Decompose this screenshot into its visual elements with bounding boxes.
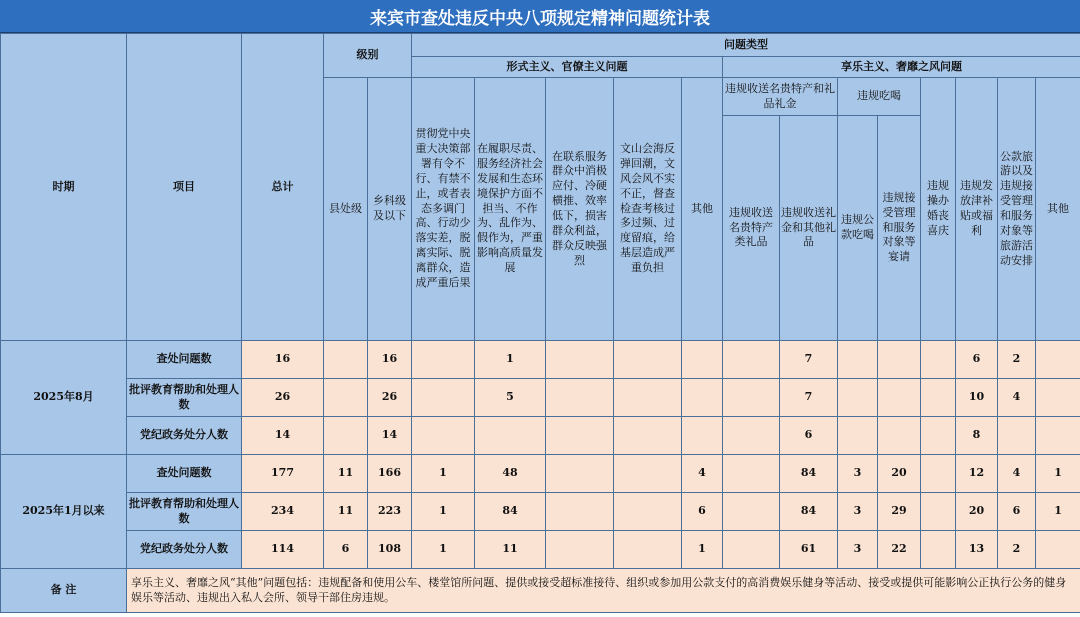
header-f4: 文山会海反弹回潮，文风会风不实不正，督查检查考核过多过频、过度留痕，给基层造成严重负担 xyxy=(614,78,682,341)
item-cell: 党纪政务处分人数 xyxy=(127,417,242,455)
header-period: 时期 xyxy=(1,34,127,341)
value-cell: 84 xyxy=(780,455,838,493)
value-cell xyxy=(682,417,723,455)
value-cell xyxy=(546,531,614,569)
header-township: 乡科级及以下 xyxy=(368,78,412,341)
value-cell: 1 xyxy=(1036,455,1080,493)
value-cell: 6 xyxy=(780,417,838,455)
value-cell xyxy=(723,493,780,531)
value-cell xyxy=(1036,417,1080,455)
value-cell: 16 xyxy=(242,341,324,379)
value-cell: 114 xyxy=(242,531,324,569)
item-cell: 党纪政务处分人数 xyxy=(127,531,242,569)
value-cell xyxy=(546,341,614,379)
value-cell: 3 xyxy=(838,455,878,493)
value-cell: 177 xyxy=(242,455,324,493)
value-cell: 22 xyxy=(878,531,921,569)
value-cell xyxy=(324,341,368,379)
value-cell: 61 xyxy=(780,531,838,569)
value-cell xyxy=(921,493,956,531)
value-cell: 6 xyxy=(324,531,368,569)
value-cell xyxy=(614,341,682,379)
value-cell xyxy=(723,341,780,379)
value-cell xyxy=(412,341,475,379)
header-item: 项目 xyxy=(127,34,242,341)
value-cell: 26 xyxy=(368,379,412,417)
value-cell: 13 xyxy=(956,531,998,569)
value-cell xyxy=(1036,341,1080,379)
value-cell: 2 xyxy=(998,531,1036,569)
value-cell: 4 xyxy=(998,379,1036,417)
value-cell: 166 xyxy=(368,455,412,493)
value-cell: 12 xyxy=(956,455,998,493)
header-level: 级别 xyxy=(324,34,412,78)
value-cell: 10 xyxy=(956,379,998,417)
period-cell: 2025年1月以来 xyxy=(1,455,127,569)
period-cell: 2025年8月 xyxy=(1,341,127,455)
value-cell xyxy=(546,417,614,455)
header-h3: 违规公款吃喝 xyxy=(838,116,878,341)
header-h8: 其他 xyxy=(1036,78,1080,341)
value-cell xyxy=(614,531,682,569)
value-cell: 6 xyxy=(682,493,723,531)
value-cell xyxy=(1036,379,1080,417)
value-cell xyxy=(546,493,614,531)
value-cell: 20 xyxy=(956,493,998,531)
remark-text: 享乐主义、奢靡之风“其他”问题包括：违规配备和使用公车、楼堂馆所问题、提供或接受超标准接待、组织或参加用公款支付的高消费娱乐健身等活动、接受或提供可能影响公正执行公务的健身娱乐等活动、违规出入私人会所、领导干部住房违规。 xyxy=(127,569,1080,613)
item-cell: 查处问题数 xyxy=(127,341,242,379)
value-cell: 234 xyxy=(242,493,324,531)
value-cell xyxy=(921,417,956,455)
value-cell: 108 xyxy=(368,531,412,569)
header-hedonism: 享乐主义、奢靡之风问题 xyxy=(723,57,1080,78)
header-f3: 在联系服务群众中消极应付、冷硬横推、效率低下，损害群众利益，群众反映强烈 xyxy=(546,78,614,341)
value-cell xyxy=(723,455,780,493)
value-cell: 14 xyxy=(242,417,324,455)
value-cell xyxy=(682,379,723,417)
value-cell: 11 xyxy=(475,531,546,569)
value-cell xyxy=(878,379,921,417)
header-total: 总计 xyxy=(242,34,324,341)
header-f2: 在履职尽责、服务经济社会发展和生态环境保护方面不担当、不作为、乱作为、假作为，严重影响高质量发展 xyxy=(475,78,546,341)
value-cell: 11 xyxy=(324,455,368,493)
value-cell: 7 xyxy=(780,379,838,417)
table-row xyxy=(1,455,1080,493)
value-cell: 4 xyxy=(682,455,723,493)
header-f1: 贯彻党中央重大决策部署有令不行、有禁不止，或者表态多调门高、行动少落实差，脱离实际、脱离群众，造成严重后果 xyxy=(412,78,475,341)
value-cell xyxy=(878,417,921,455)
header-gift: 违规收送名贵特产和礼品礼金 xyxy=(723,78,838,116)
remark-row xyxy=(1,569,1080,613)
header-h5: 违规操办婚丧喜庆 xyxy=(921,78,956,341)
value-cell: 3 xyxy=(838,493,878,531)
statistics-table xyxy=(0,33,1080,613)
value-cell: 223 xyxy=(368,493,412,531)
value-cell: 6 xyxy=(956,341,998,379)
header-h4: 违规接受管理和服务对象等宴请 xyxy=(878,116,921,341)
header-eat: 违规吃喝 xyxy=(838,78,921,116)
value-cell: 16 xyxy=(368,341,412,379)
value-cell xyxy=(614,455,682,493)
header-problem-type: 问题类型 xyxy=(412,34,1080,57)
header-formalism: 形式主义、官僚主义问题 xyxy=(412,57,723,78)
value-cell: 1 xyxy=(412,455,475,493)
value-cell xyxy=(475,417,546,455)
value-cell xyxy=(878,341,921,379)
table-row xyxy=(1,341,1080,379)
value-cell: 11 xyxy=(324,493,368,531)
value-cell: 84 xyxy=(475,493,546,531)
value-cell: 8 xyxy=(956,417,998,455)
value-cell: 3 xyxy=(838,531,878,569)
value-cell xyxy=(546,379,614,417)
header-h7: 公款旅游以及违规接受管理和服务对象等旅游活动安排 xyxy=(998,78,1036,341)
value-cell: 20 xyxy=(878,455,921,493)
value-cell xyxy=(546,455,614,493)
header-f5: 其他 xyxy=(682,78,723,341)
header-h6: 违规发放津补贴或福利 xyxy=(956,78,998,341)
value-cell xyxy=(412,417,475,455)
value-cell xyxy=(412,379,475,417)
value-cell xyxy=(324,379,368,417)
value-cell: 1 xyxy=(1036,493,1080,531)
value-cell: 6 xyxy=(998,493,1036,531)
value-cell xyxy=(921,341,956,379)
value-cell: 7 xyxy=(780,341,838,379)
value-cell xyxy=(614,417,682,455)
value-cell xyxy=(614,379,682,417)
value-cell xyxy=(723,531,780,569)
value-cell xyxy=(921,455,956,493)
table-row xyxy=(1,379,1080,417)
value-cell xyxy=(682,341,723,379)
table-row xyxy=(1,531,1080,569)
value-cell xyxy=(998,417,1036,455)
item-cell: 批评教育帮助和处理人数 xyxy=(127,379,242,417)
value-cell: 5 xyxy=(475,379,546,417)
value-cell xyxy=(324,417,368,455)
value-cell: 1 xyxy=(682,531,723,569)
value-cell: 2 xyxy=(998,341,1036,379)
value-cell xyxy=(723,379,780,417)
header-h2: 违规收送礼金和其他礼品 xyxy=(780,116,838,341)
value-cell xyxy=(614,493,682,531)
value-cell xyxy=(1036,531,1080,569)
value-cell xyxy=(723,417,780,455)
table-title: 来宾市查处违反中央八项规定精神问题统计表 xyxy=(0,0,1080,33)
table-row xyxy=(1,417,1080,455)
value-cell: 84 xyxy=(780,493,838,531)
value-cell: 29 xyxy=(878,493,921,531)
value-cell: 26 xyxy=(242,379,324,417)
value-cell xyxy=(838,417,878,455)
value-cell: 4 xyxy=(998,455,1036,493)
remark-label: 备 注 xyxy=(1,569,127,613)
value-cell xyxy=(838,341,878,379)
table-row xyxy=(1,493,1080,531)
value-cell xyxy=(838,379,878,417)
value-cell xyxy=(921,531,956,569)
item-cell: 批评教育帮助和处理人数 xyxy=(127,493,242,531)
header-h1: 违规收送名贵特产类礼品 xyxy=(723,116,780,341)
value-cell xyxy=(921,379,956,417)
value-cell: 1 xyxy=(412,531,475,569)
value-cell: 48 xyxy=(475,455,546,493)
value-cell: 1 xyxy=(412,493,475,531)
value-cell: 1 xyxy=(475,341,546,379)
item-cell: 查处问题数 xyxy=(127,455,242,493)
header-county: 县处级 xyxy=(324,78,368,341)
value-cell: 14 xyxy=(368,417,412,455)
